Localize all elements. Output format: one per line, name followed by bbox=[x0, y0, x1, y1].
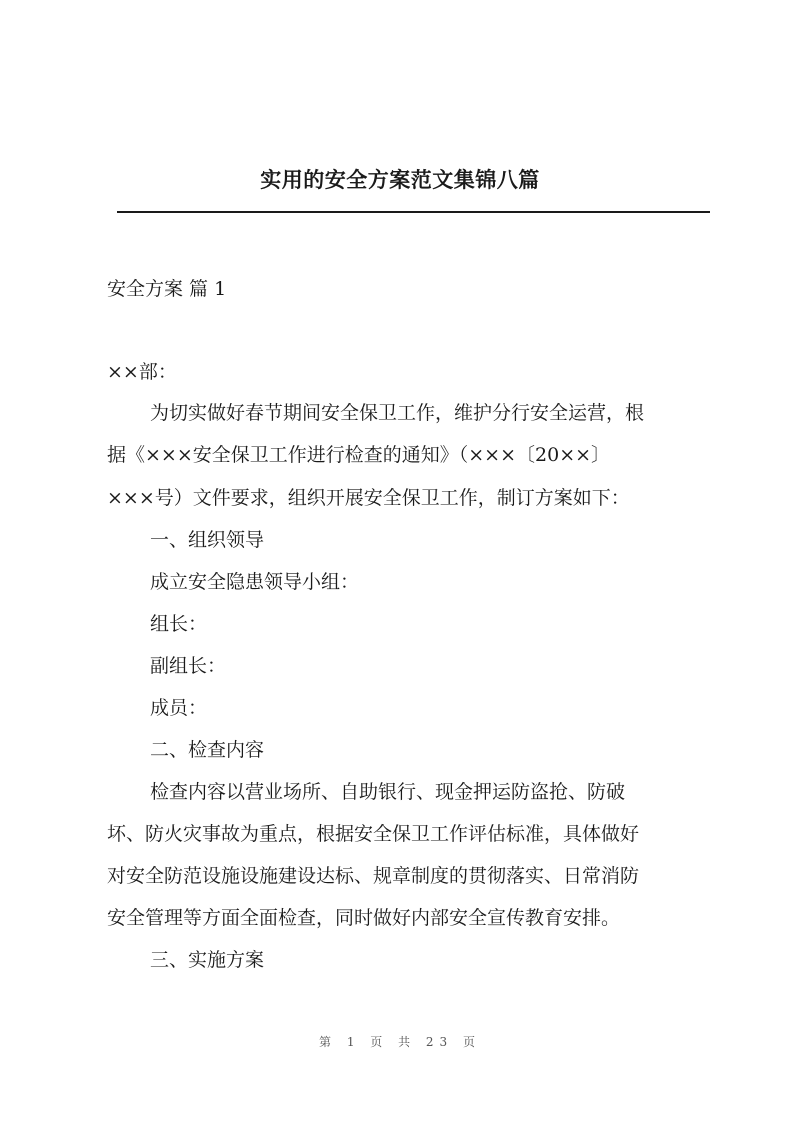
heading-implementation: 三、实施方案 bbox=[150, 949, 265, 971]
paragraph-1-line-3: ×××号）文件要求，组织开展安全保卫工作，制订方案如下： bbox=[107, 487, 630, 509]
document-title: 实用的安全方案范文集锦八篇 bbox=[260, 168, 540, 192]
paragraph-1-line-1: 为切实做好春节期间安全保卫工作，维护分行安全运营，根 bbox=[150, 402, 645, 424]
paragraph-2-line-2: 坏、防火灾事故为重点，根据安全保卫工作评估标准，具体做好 bbox=[107, 823, 640, 845]
section-heading: 安全方案 篇 1 bbox=[107, 278, 227, 300]
heading-inspection: 二、检查内容 bbox=[150, 739, 265, 761]
page-number-footer: 第 1 页 共 23 页 bbox=[319, 1035, 481, 1049]
heading-organization: 一、组织领导 bbox=[150, 529, 265, 551]
paragraph-2-line-4: 安全管理等方面全面检查，同时做好内部安全宣传教育安排。 bbox=[107, 907, 621, 929]
leader-line: 组长： bbox=[150, 613, 208, 635]
paragraph-2-line-3: 对安全防范设施设施建设达标、规章制度的贯彻落实、日常消防 bbox=[107, 865, 640, 887]
title-underline bbox=[117, 211, 710, 213]
members-line: 成员： bbox=[150, 697, 208, 719]
deputy-leader-line: 副组长： bbox=[150, 655, 227, 677]
group-intro: 成立安全隐患领导小组： bbox=[150, 571, 360, 593]
paragraph-2-line-1: 检查内容以营业场所、自助银行、现金押运防盗抢、防破 bbox=[150, 781, 626, 803]
paragraph-1-line-2: 据《×××安全保卫工作进行检查的通知》（×××〔20××〕 bbox=[107, 444, 611, 466]
salutation: ××部： bbox=[107, 361, 177, 383]
